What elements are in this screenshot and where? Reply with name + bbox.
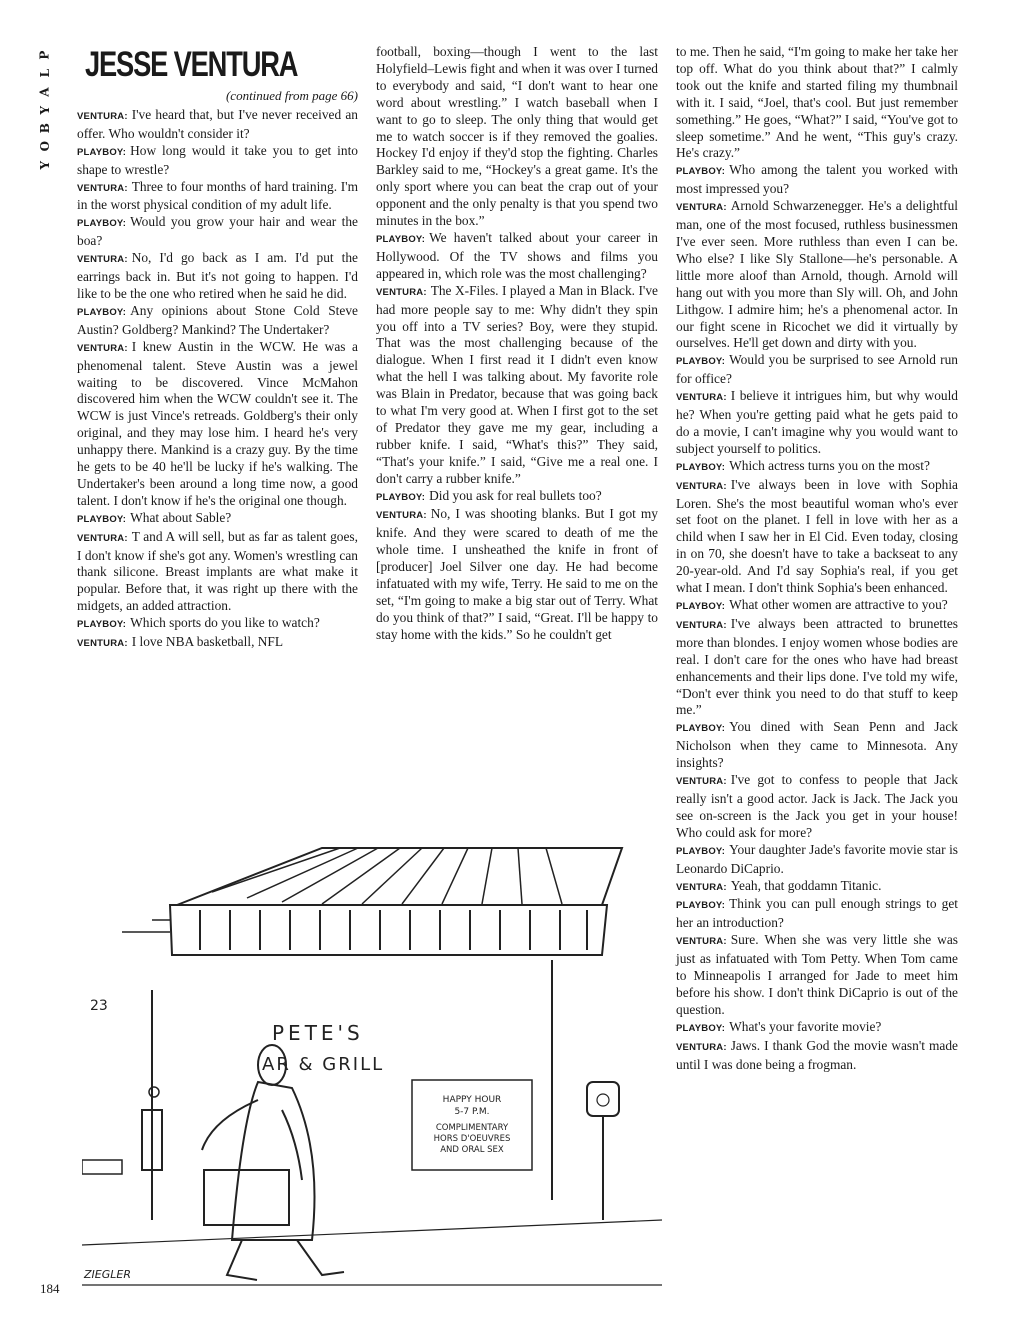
playboy-vertical-brand bbox=[34, 46, 56, 174]
window-sign-line: HAPPY HOUR bbox=[442, 1095, 502, 1105]
interview-paragraph bbox=[77, 634, 358, 653]
interview-paragraph bbox=[77, 339, 358, 510]
interview-paragraph bbox=[376, 488, 658, 507]
interview-paragraph bbox=[676, 932, 958, 1019]
paragraph-text: I knew Austin in the WCW. He was a phenomenal talent. Steve Austin was a jewel waiting to be discovered. Vince McMahon discovered him when the WCW couldn't see it. The WCW is just Vince's retreads. Goldberg's their only original, and they may lose him. I heard he's very unhappy there. Mankind is a crazy guy. By the time he gets to be 40 he'll be lucky if he's walking. The Undertaker's been around a long time now, a good talent. I don't know if he's the original one though. bbox=[77, 338, 358, 508]
interview-paragraph bbox=[77, 510, 358, 529]
speaker-label: PLAYBOY: bbox=[676, 900, 726, 912]
interview-paragraph bbox=[376, 44, 658, 230]
paragraph-text: You dined with Sean Penn and Jack Nicholson when they came to Minnesota. Any insights? bbox=[676, 719, 958, 771]
speaker-label: VENTURA: bbox=[676, 776, 727, 788]
speaker-label: PLAYBOY: bbox=[676, 1022, 726, 1034]
paragraph-text: Did you ask for real bullets too? bbox=[429, 487, 602, 503]
speaker-label: VENTURA: bbox=[676, 881, 727, 893]
window-sign-line: 5-7 P.M. bbox=[454, 1107, 490, 1117]
cartoon-door-number: 23 bbox=[90, 998, 108, 1014]
interview-paragraph bbox=[676, 352, 958, 388]
paragraph-text: Which actress turns you on the most? bbox=[729, 457, 930, 473]
window-sign-line: HORS D'OEUVRES bbox=[433, 1134, 511, 1144]
interview-paragraph bbox=[376, 230, 658, 283]
interview-paragraph bbox=[676, 719, 958, 772]
brand-letter: A bbox=[37, 87, 52, 97]
cartoonist-signature: ZIEGLER bbox=[84, 1268, 131, 1281]
paragraph-text: Your daughter Jade's favorite movie star is Leonardo DiCaprio. bbox=[676, 841, 958, 876]
speaker-label: VENTURA: bbox=[77, 182, 128, 194]
interview-paragraph bbox=[676, 458, 958, 477]
paragraph-text: Think you can pull enough strings to get her an introduction? bbox=[676, 896, 958, 931]
interview-paragraph bbox=[676, 477, 958, 597]
interview-paragraph bbox=[676, 1038, 958, 1074]
continued-note: (continued from page 66) bbox=[225, 88, 358, 103]
speaker-label: VENTURA: bbox=[77, 638, 128, 650]
brand-letter: L bbox=[37, 69, 52, 78]
column-2-paragraphs bbox=[376, 44, 658, 644]
interview-paragraph bbox=[77, 143, 358, 179]
speaker-label: VENTURA: bbox=[676, 202, 727, 214]
paragraph-text: What about Sable? bbox=[130, 509, 232, 525]
speaker-label: VENTURA: bbox=[676, 392, 727, 404]
paragraph-text: No, I'd go back as I am. I'd put the earrings back in. But it's not going to happen. I'd like to be the one who retired when he said he did. bbox=[77, 250, 358, 301]
brand-letter: P bbox=[37, 50, 52, 60]
paragraph-text: Would you grow your hair and wear the boa? bbox=[77, 214, 358, 249]
speaker-label: VENTURA: bbox=[676, 1041, 727, 1053]
interview-paragraph bbox=[77, 529, 358, 616]
interview-paragraph bbox=[676, 878, 958, 897]
article-column-3 bbox=[676, 44, 958, 1073]
speaker-label: VENTURA: bbox=[77, 342, 128, 354]
interview-paragraph bbox=[77, 250, 358, 303]
speaker-label: PLAYBOY: bbox=[376, 233, 426, 245]
paragraph-text: Sure. When she was very little she was just as infatuated with Tom Petty. When Tom came to Minneapolis I arranged for Jade to meet him before his show. I don't think DiCaprio is out of the question. bbox=[676, 932, 958, 1017]
interview-paragraph bbox=[77, 303, 358, 339]
paragraph-text: How long would it take you to get into shape to wrestle? bbox=[77, 142, 358, 177]
speaker-label: PLAYBOY: bbox=[77, 619, 127, 631]
paragraph-text: I believe it intrigues him, but why would he? When you're getting paid what he gets paid to do a movie, I can't imagine why you would want to subject yourself to politics. bbox=[676, 388, 958, 456]
speaker-label: PLAYBOY: bbox=[77, 218, 127, 230]
paragraph-text: Yeah, that goddamn Titanic. bbox=[730, 877, 882, 893]
paragraph-text: Jaws. I thank God the movie wasn't made until I was done being a frogman. bbox=[676, 1037, 958, 1072]
speaker-label: VENTURA: bbox=[77, 110, 128, 122]
paragraph-text: Would you be surprised to see Arnold run for office? bbox=[676, 352, 958, 387]
interview-paragraph bbox=[376, 283, 658, 488]
article-column-1 bbox=[77, 44, 358, 653]
column-3-paragraphs bbox=[676, 44, 958, 1073]
interview-paragraph bbox=[676, 597, 958, 616]
paragraph-text: Which sports do you like to watch? bbox=[130, 615, 320, 631]
window-sign-line: COMPLIMENTARY bbox=[435, 1123, 509, 1133]
paragraph-text: I love NBA basketball, NFL bbox=[131, 634, 284, 650]
column-1-paragraphs bbox=[77, 107, 358, 653]
interview-paragraph bbox=[676, 896, 958, 932]
paragraph-text: What's your favorite movie? bbox=[729, 1018, 882, 1034]
cartoon-sign-line2: AR & GRILL bbox=[262, 1054, 385, 1075]
interview-paragraph bbox=[676, 616, 958, 719]
speaker-label: VENTURA: bbox=[77, 254, 128, 266]
speaker-label: PLAYBOY: bbox=[77, 146, 127, 158]
paragraph-text: The X-Files. I played a Man in Black. I've had more people say to me: Why didn't they spin you off into a TV series? Boy, were they stupid. That was the most challenging because of the dialogue. When I first read it I didn't even know what the hell I was talking about. My favorite role was Blain in Predator, because that was going back to what I'm very good at. When I first got to the set of Predator they gave me my gear, including a rubber knife. I said, “What's this?” They said, “That's your knife.” I said, “Give me a real one. I don't carry a rubber knife.” bbox=[376, 282, 658, 486]
interview-paragraph bbox=[676, 1019, 958, 1038]
interview-paragraph bbox=[77, 179, 358, 215]
interview-paragraph bbox=[376, 506, 658, 643]
paragraph-text: Any opinions about Stone Cold Steve Austin? Goldberg? Mankind? The Undertaker? bbox=[77, 302, 358, 337]
speaker-label: PLAYBOY: bbox=[676, 461, 726, 473]
paragraph-text: football, boxing—though I went to the last Holyfield–Lewis fight and when it was over I turned to everybody and said, “I don't want to hear one word about wrestling.” I watch baseball when I want to go to sleep. The only thing that would get me to watch soccer is if they removed the goalies. Hockey I'd enjoy if they'd stop the fighting. Charles Barkley said to me, “Hockey's a great game. It's the only sport where you can beat the crap out of your opponent and the only penalty is that you spend two minutes in the box.” bbox=[376, 44, 658, 229]
interview-paragraph bbox=[676, 44, 958, 162]
speaker-label: VENTURA: bbox=[676, 619, 727, 631]
paragraph-text: T and A will sell, but as far as talent goes, I don't know if she's got any. Women's wrestling can thank silicone. Breast implants are what make it popular. Before that, it was right up there with the midgets, an added attraction. bbox=[77, 528, 358, 614]
interview-paragraph bbox=[77, 615, 358, 634]
brand-letter: O bbox=[37, 141, 52, 152]
window-sign-line: AND ORAL SEX bbox=[440, 1145, 504, 1155]
speaker-label: VENTURA: bbox=[376, 286, 427, 298]
paragraph-text: What other women are attractive to you? bbox=[729, 597, 948, 612]
article-headline: JESSE VENTURA bbox=[85, 45, 298, 84]
paragraph-text: Arnold Schwarzenegger. He's a delightful man, one of the most focused, ruthless businessmen I've ever seen. More ruthless than even I can be. Who else? I like Sly Stallone—he's personable. A little more aloof than Arnold, though. Arnold will hang out with you more than Sly will. Oh, and John Lithgow. I admire him; he's a phenomenal actor. In our fight scene in Ricochet we did it virtually by ourselves. He'll get down and dirty with you. bbox=[676, 198, 958, 351]
paragraph-text: I've got to confess to people that Jack really isn't a good actor. Jack is Jack. The Jack you see on-screen is the Jack you get in your house! Who could ask for more? bbox=[676, 772, 958, 840]
brand-letter: Y bbox=[37, 105, 52, 115]
speaker-label: PLAYBOY: bbox=[77, 513, 127, 525]
speaker-label: VENTURA: bbox=[376, 510, 427, 522]
speaker-label: PLAYBOY: bbox=[676, 845, 726, 857]
interview-paragraph bbox=[676, 162, 958, 198]
interview-paragraph bbox=[676, 388, 958, 458]
speaker-label: PLAYBOY: bbox=[676, 601, 726, 612]
speaker-label: VENTURA: bbox=[676, 480, 727, 492]
speaker-label: PLAYBOY: bbox=[676, 723, 726, 735]
cartoon-sign-line1: PETE'S bbox=[272, 1021, 364, 1045]
speaker-label: PLAYBOY: bbox=[676, 356, 726, 368]
paragraph-text: We haven't talked about your career in Hollywood. Of the TV shows and films you appeared in, which role was the most challenging? bbox=[376, 229, 658, 281]
paragraph-text: I've always been in love with Sophia Loren. She's the most beautiful woman who's ever set foot on the planet. I fell in love with her as a child when I saw her in El Cid. Even today, closing in on 70, she doesn't have to take a backseat to any 20-year-old. And I'd say Sophia's real, if you get what I mean. I don't think Sophia's been enhanced. bbox=[676, 476, 958, 596]
speaker-label: PLAYBOY: bbox=[676, 166, 726, 178]
paragraph-text: No, I was shooting blanks. But I got my knife. And they were scared to death of me the whole time. I unsheathed the knife in front of [producer] Joel Silver one day. He had become infatuated with my wife, Terry. He said to me on the set, “I'm going to make a big star out of Terry. What do you think of that?” I said, “Great. I'll be happy to stay home with the kids.” So he couldn't get bbox=[376, 506, 658, 642]
brand-letter: Y bbox=[37, 160, 52, 170]
interview-paragraph bbox=[77, 214, 358, 250]
speaker-label: VENTURA: bbox=[676, 936, 727, 948]
paragraph-text: I've heard that, but I've never received an offer. Who wouldn't consider it? bbox=[77, 106, 358, 141]
paragraph-text: I've always been attracted to brunettes more than blondes. I enjoy women whose bodies are real. I don't care for the ones who have had breast enhancements and their lips done. I've told my wife, “Don't ever think you need to do that stuff to keep me.” bbox=[676, 615, 958, 718]
interview-paragraph bbox=[676, 198, 958, 352]
interview-paragraph bbox=[676, 772, 958, 842]
article-column-2 bbox=[376, 44, 658, 644]
speaker-label: PLAYBOY: bbox=[77, 306, 127, 318]
brand-letter: B bbox=[37, 123, 52, 134]
interview-paragraph bbox=[77, 107, 358, 143]
speaker-label: PLAYBOY: bbox=[376, 491, 426, 503]
paragraph-text: Three to four months of hard training. I'm in the worst physical condition of my adult life. bbox=[77, 178, 358, 213]
interview-paragraph bbox=[676, 842, 958, 878]
page-number: 184 bbox=[40, 1281, 60, 1296]
paragraph-text: to me. Then he said, “I'm going to make her take her top off. What do you think about that?” I calmly took out the knife and started filing my thumbnail with it. I said, “Joel, that's cool. But just remember something.” He goes, “What?” I said, “You've got to sleep sometime.” And he went, “This guy's crazy. He's crazy.” bbox=[676, 44, 958, 161]
paragraph-text: Who among the talent you worked with most impressed you? bbox=[676, 162, 958, 197]
cartoon-drawing bbox=[82, 820, 662, 1300]
cartoon-illustration bbox=[82, 820, 662, 1300]
speaker-label: VENTURA: bbox=[77, 532, 128, 544]
